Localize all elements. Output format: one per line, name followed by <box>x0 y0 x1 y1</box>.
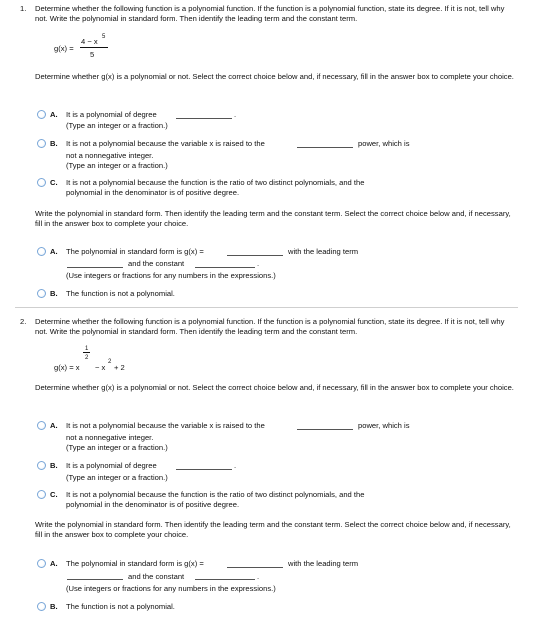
question-divider <box>15 307 518 308</box>
q1-function-name: g(x) = <box>54 44 74 53</box>
q2-choice-b-hint: (Type an integer or a fraction.) <box>66 473 168 482</box>
q1-part2-choice-b-text: The function is not a polynomial. <box>66 289 175 298</box>
q1-numerator: 4 − x <box>81 37 98 46</box>
q2-part2-choice-a-text: The polynomial in standard form is g(x) = <box>66 559 204 568</box>
q2-choice-c-radio[interactable] <box>37 490 46 499</box>
q2-choice-c-line2: polynomial in the denominator is of positive degree. <box>66 500 240 509</box>
question-2-number: 2. <box>20 317 27 326</box>
q2-tail-term: + 2 <box>114 363 125 372</box>
q2-choice-c-letter: C. <box>50 490 58 499</box>
q1-power-answer-box[interactable] <box>297 147 353 148</box>
q2-part2-choice-b-text: The function is not a polynomial. <box>66 602 175 611</box>
q1-choice-a-letter: A. <box>50 110 58 119</box>
q1-part1-prompt: Determine whether g(x) is a polynomial or not. Select the correct choice below and, if necessary, fill in the answer box to complete your choice. <box>35 72 514 81</box>
q1-standard-form-answer-box[interactable] <box>227 255 283 256</box>
q2-choice-a-hint: (Type an integer or a fraction.) <box>66 443 168 452</box>
q2-part2-choice-b-letter: B. <box>50 602 58 611</box>
q1-choice-b-hint: (Type an integer or a fraction.) <box>66 161 168 170</box>
question-2-prompt: Determine whether the following function is a polynomial function. If the function is a polynomial function, state its degree. If it is not, tell why not. Write the polynomial in standard form. Then identify the leading term and the constant term. <box>35 317 505 336</box>
q1-fraction-bar <box>80 47 108 48</box>
q1-choice-c-text: It is not a polynomial because the function is the ratio of two distinct polynomials, and the <box>66 178 365 187</box>
question-1-number: 1. <box>20 4 27 13</box>
q2-power-answer-box[interactable] <box>297 429 353 430</box>
q1-choice-a-text: It is a polynomial of degree <box>66 110 157 119</box>
q2-choice-a-letter: A. <box>50 421 58 430</box>
q2-part2-choice-a-line2: and the constant <box>128 572 185 581</box>
q2-part2-choice-b-radio[interactable] <box>37 602 46 611</box>
q1-choice-c-radio[interactable] <box>37 178 46 187</box>
q2-part2-choice-a-end: . <box>257 572 260 581</box>
q2-part2-choice-a-hint: (Use integers or fractions for any numbers in the expressions.) <box>66 584 276 593</box>
q2-standard-form-answer-box[interactable] <box>227 567 283 568</box>
q2-choice-a-end: power, which is <box>358 421 410 430</box>
q2-choice-b-text: It is a polynomial of degree <box>66 461 157 470</box>
q1-denominator: 5 <box>90 50 95 59</box>
q2-choice-b-letter: B. <box>50 461 58 470</box>
q2-middle-term-exponent: 2 <box>108 359 112 365</box>
q2-function-name: g(x) = x <box>54 363 80 372</box>
q2-choice-c-text: It is not a polynomial because the function is the ratio of two distinct polynomials, and the <box>66 490 365 499</box>
q2-choice-a-text: It is not a polynomial because the variable x is raised to the <box>66 421 265 430</box>
q2-part2-choice-a-mid: with the leading term <box>288 559 359 568</box>
q2-part2-choice-a-radio[interactable] <box>37 559 46 568</box>
q1-part2-prompt: Write the polynomial in standard form. Then identify the leading term and the constant term. Select the correct choice below and, if necessary, fill in the answer box to complete your choice. <box>35 209 511 228</box>
q2-middle-term: − x <box>95 363 106 372</box>
q2-constant-answer-box[interactable] <box>195 579 255 580</box>
q2-part2-prompt: Write the polynomial in standard form. Then identify the leading term and the constant term. Select the correct choice below and, if necessary, fill in the answer box to complete your choice. <box>35 520 511 539</box>
q2-leading-term-answer-box[interactable] <box>67 579 123 580</box>
q1-choice-c-line2: polynomial in the denominator is of positive degree. <box>66 188 240 197</box>
q2-degree-answer-box[interactable] <box>176 469 232 470</box>
q1-numerator-exponent: 5 <box>102 34 106 40</box>
q1-part2-choice-a-end: . <box>257 259 260 268</box>
q1-part2-choice-a-letter: A. <box>50 247 58 256</box>
q2-exponent-numerator: 1 <box>85 346 89 352</box>
q1-choice-b-end: power, which is <box>358 139 410 148</box>
q1-choice-c-letter: C. <box>50 178 58 187</box>
q1-part2-choice-a-radio[interactable] <box>37 247 46 256</box>
q2-choice-a-line2: not a nonnegative integer. <box>66 433 154 442</box>
q2-exponent-denominator: 2 <box>85 355 89 361</box>
q1-choice-b-letter: B. <box>50 139 58 148</box>
q1-choice-a-end: . <box>234 110 237 119</box>
q2-part1-prompt: Determine whether g(x) is a polynomial or not. Select the correct choice below and, if necessary, fill in the answer box to complete your choice. <box>35 383 514 392</box>
q2-choice-a-radio[interactable] <box>37 421 46 430</box>
q1-degree-answer-box[interactable] <box>176 118 232 119</box>
q1-part2-choice-b-radio[interactable] <box>37 289 46 298</box>
q1-part2-choice-b-letter: B. <box>50 289 58 298</box>
question-1-prompt: Determine whether the following function is a polynomial function. If the function is a polynomial function, state its degree. If it is not, tell why not. Write the polynomial in standard form. Then identify the leading term and the constant term. <box>35 4 505 23</box>
q1-choice-b-line2: not a nonnegative integer. <box>66 151 154 160</box>
q1-part2-choice-a-hint: (Use integers or fractions for any numbers in the expressions.) <box>66 271 276 280</box>
q1-part2-choice-a-text: The polynomial in standard form is g(x) = <box>66 247 204 256</box>
q1-part2-choice-a-line2: and the constant <box>128 259 185 268</box>
q1-choice-b-radio[interactable] <box>37 139 46 148</box>
q1-constant-answer-box[interactable] <box>195 267 255 268</box>
q2-choice-b-end: . <box>234 461 237 470</box>
q2-choice-b-radio[interactable] <box>37 461 46 470</box>
q1-choice-a-radio[interactable] <box>37 110 46 119</box>
q2-part2-choice-a-letter: A. <box>50 559 58 568</box>
q1-part2-choice-a-mid: with the leading term <box>288 247 359 256</box>
q1-choice-a-hint: (Type an integer or a fraction.) <box>66 121 168 130</box>
q1-choice-b-text: It is not a polynomial because the variable x is raised to the <box>66 139 265 148</box>
q1-leading-term-answer-box[interactable] <box>67 267 123 268</box>
